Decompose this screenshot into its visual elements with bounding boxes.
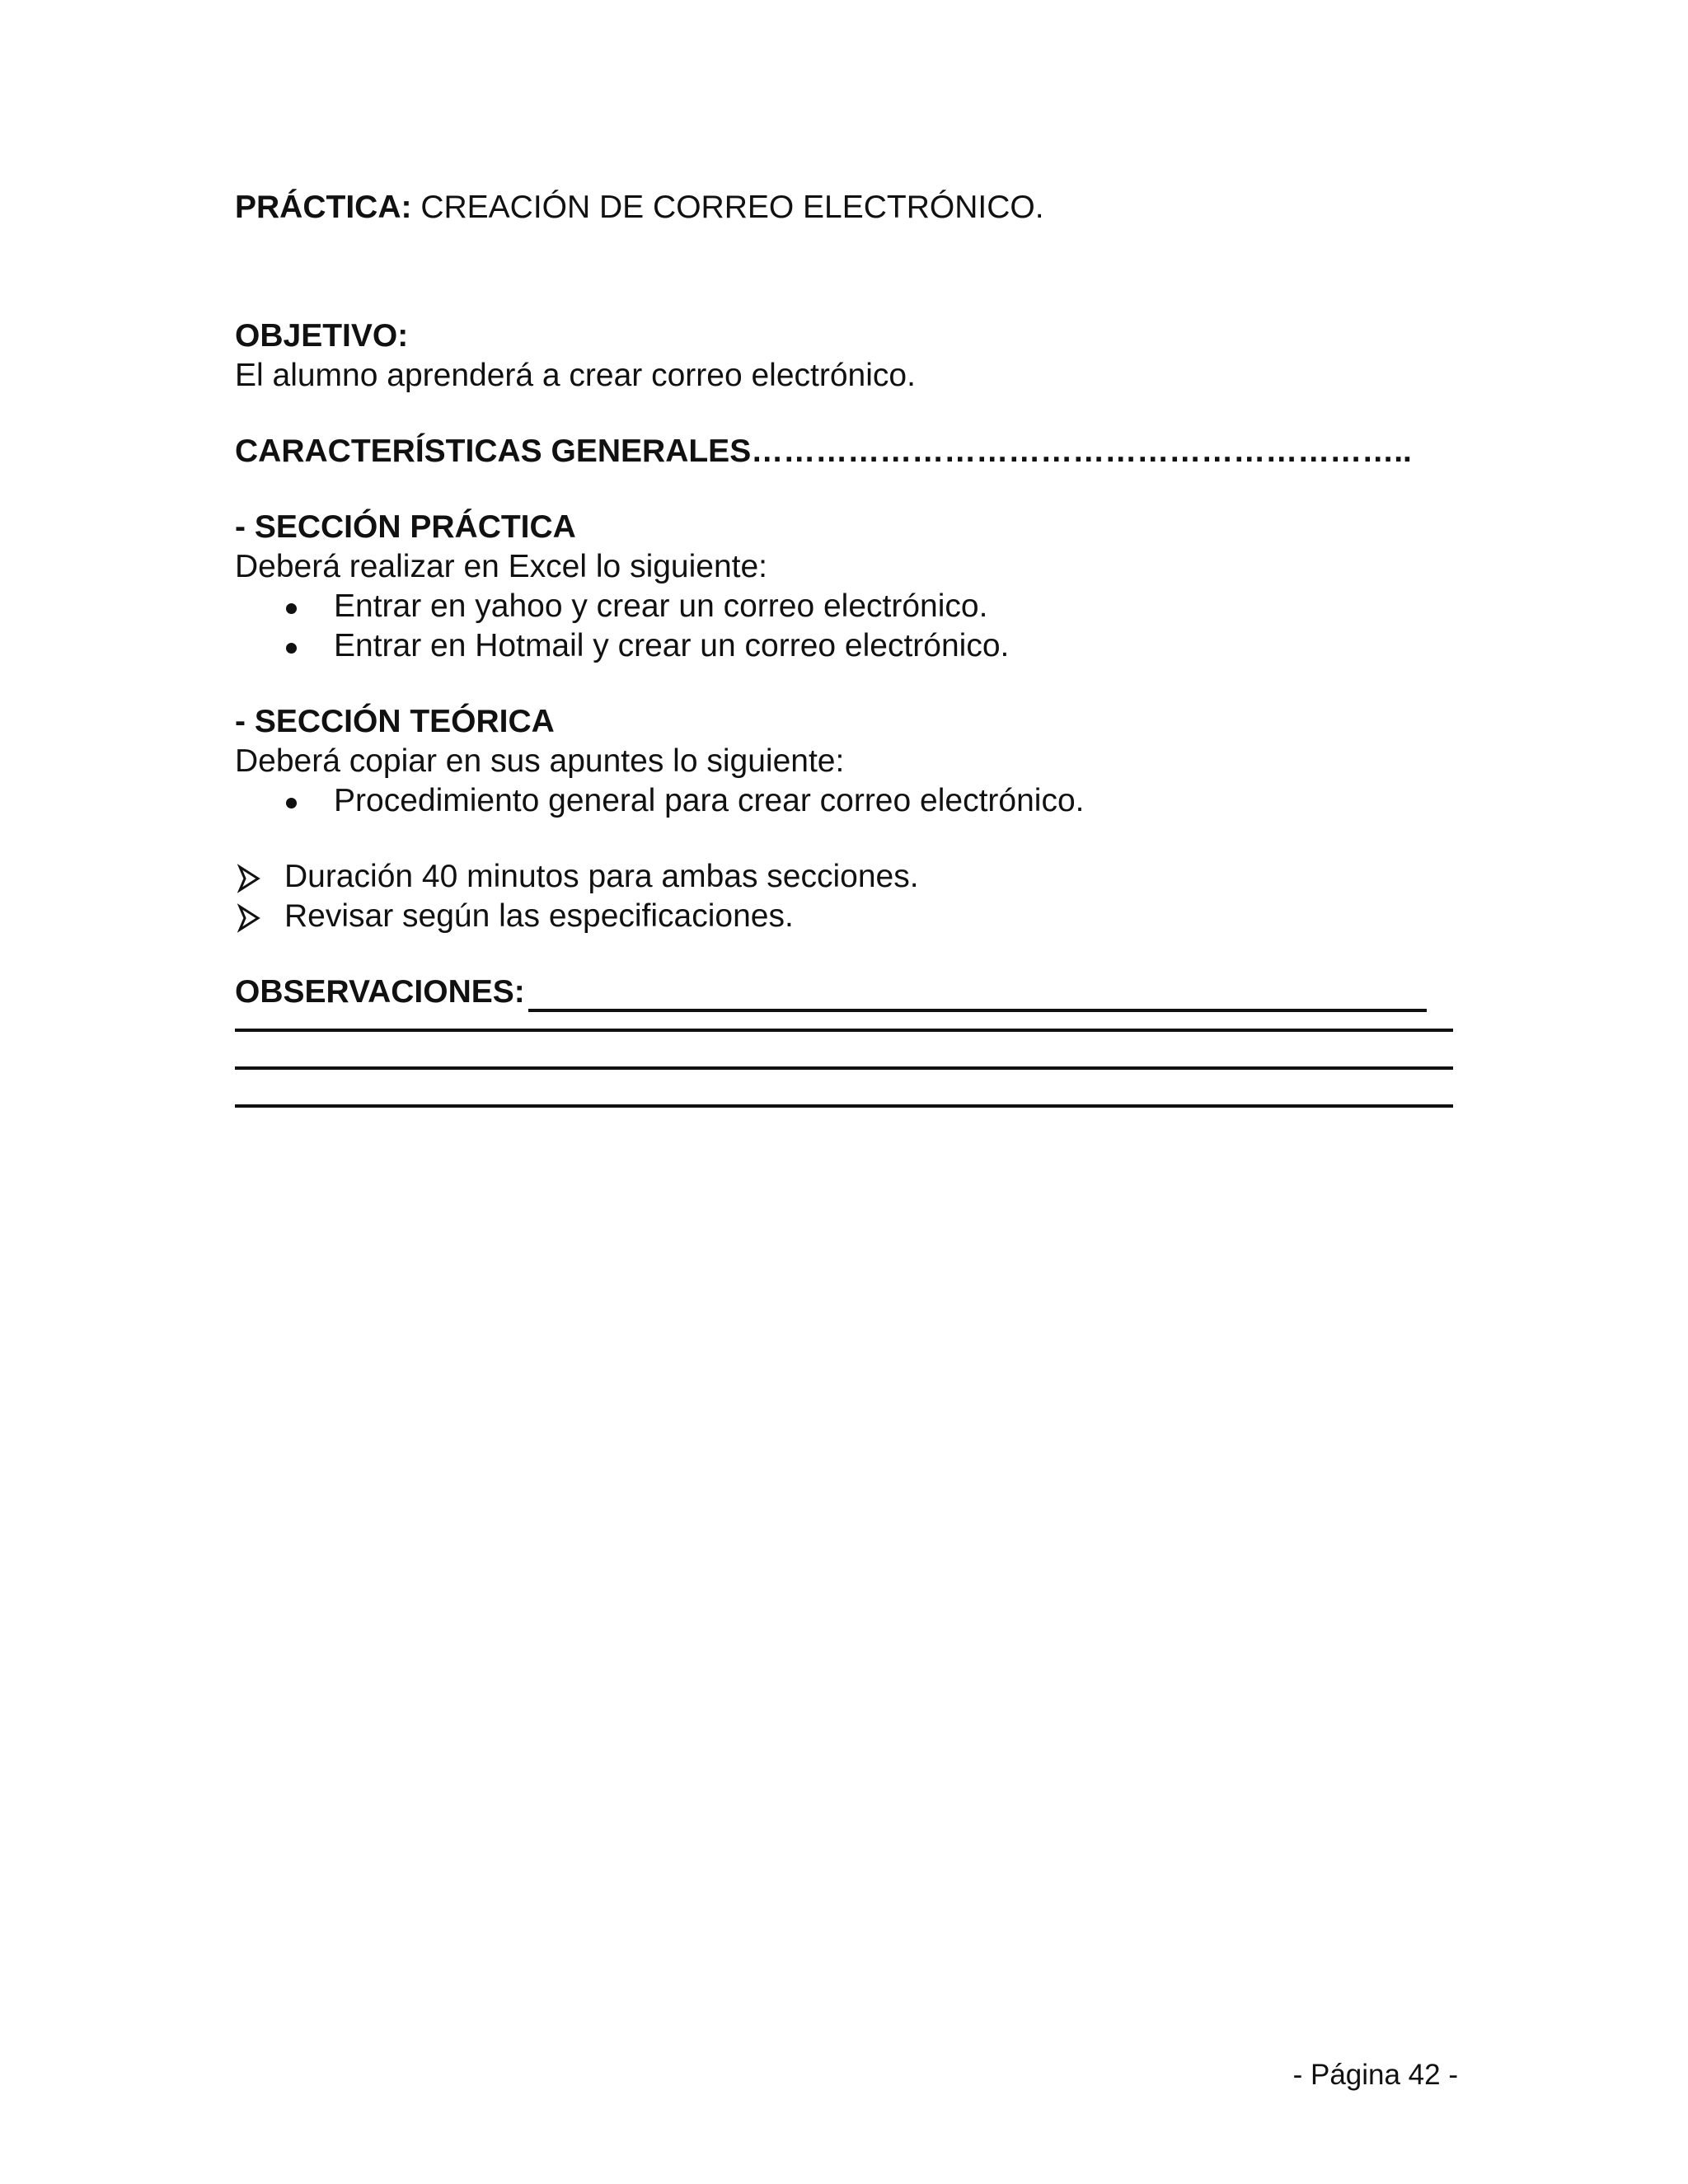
general-heading: CARACTERÍSTICAS GENERALES	[235, 434, 752, 469]
note-item	[235, 857, 1455, 897]
objective-text: El alumno aprenderá a crear correo electrónico.	[235, 358, 916, 393]
note-text: Revisar según las especificaciones.	[284, 898, 794, 934]
arrow-bullet-icon	[235, 897, 261, 936]
observations-line	[235, 972, 1455, 1012]
notes-list	[235, 857, 1455, 936]
observations-blank-line	[528, 976, 1427, 1012]
general-characteristics-line	[235, 432, 1455, 471]
list-item	[235, 587, 1455, 626]
bullet-icon	[286, 643, 297, 654]
observations-rule	[235, 1066, 1453, 1070]
list-item	[235, 626, 1455, 666]
list-item	[235, 781, 1455, 821]
note-text: Duración 40 minutos para ambas secciones.	[284, 859, 919, 894]
practice-label: PRÁCTICA:	[235, 190, 412, 225]
theory-section-intro: Deberá copiar en sus apuntes lo siguiente:	[235, 743, 845, 779]
theory-section-list	[235, 781, 1455, 821]
observations-label: OBSERVACIONES:	[235, 974, 525, 1010]
general-leader: ……………………………………………………..	[751, 434, 1412, 469]
practice-title-line	[235, 188, 1455, 227]
page-number: - Página 42 -	[1292, 2059, 1458, 2091]
note-item	[235, 897, 1455, 936]
practical-section-intro: Deberá realizar en Excel lo siguiente:	[235, 549, 768, 584]
practice-title: CREACIÓN DE CORREO ELECTRÓNICO.	[420, 190, 1044, 225]
list-item-text: Entrar en yahoo y crear un correo electrónico.	[334, 588, 988, 624]
page-content	[235, 188, 1455, 1108]
theory-section-heading: - SECCIÓN TEÓRICA	[235, 704, 555, 739]
observations-rule	[235, 1104, 1453, 1108]
observations-rule	[235, 1029, 1453, 1032]
list-item-text: Entrar en Hotmail y crear un correo electrónico.	[334, 628, 1010, 663]
practical-section-heading: - SECCIÓN PRÁCTICA	[235, 509, 576, 545]
arrow-bullet-icon	[235, 857, 261, 897]
objective-heading: OBJETIVO:	[235, 318, 409, 354]
bullet-icon	[286, 798, 297, 808]
practical-section-list	[235, 587, 1455, 666]
list-item-text: Procedimiento general para crear correo electrónico.	[334, 783, 1085, 818]
bullet-icon	[286, 603, 297, 614]
